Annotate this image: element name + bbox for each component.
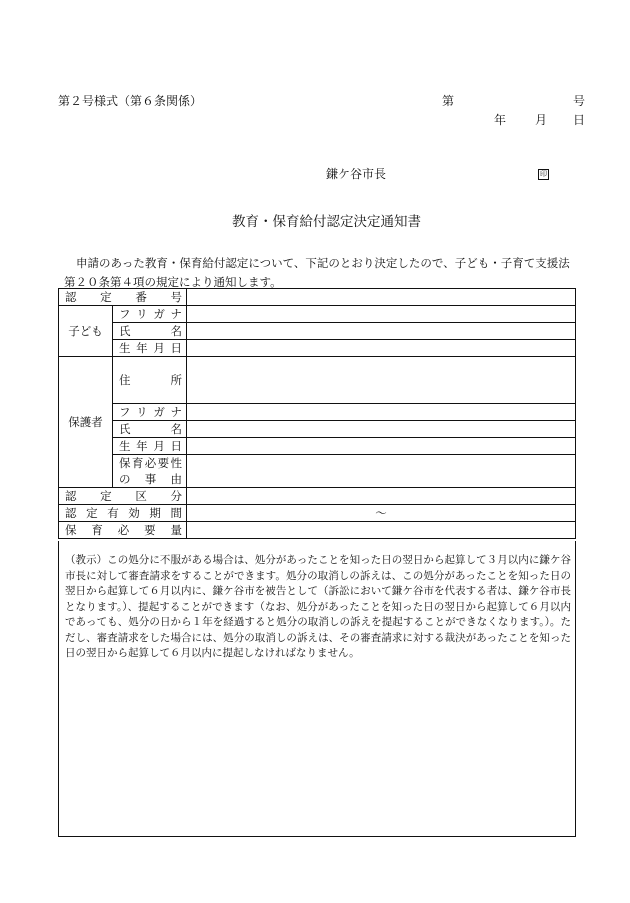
issuer: 鎌ケ谷市長 xyxy=(326,167,387,181)
label-reason-line2: の 事 由 xyxy=(119,472,182,486)
date-year: 年 xyxy=(494,113,507,127)
label-reason-line1: 保 育 必 要 性 xyxy=(119,456,182,470)
intro-text: 申請のあった教育・保育給付認定について、下記のとおり決定したので、子ども・子育て支援法第２０条第４項の規定により通知します。 xyxy=(64,256,570,289)
label-category: 認 定 区 分 xyxy=(65,489,182,503)
value-guardian-birth[interactable] xyxy=(187,438,576,455)
date-month: 月 xyxy=(535,113,548,127)
label-cert-no: 認 定 番 号 xyxy=(65,290,182,304)
value-child-name[interactable] xyxy=(187,323,576,340)
label-child-birth: 生 年 月 日 xyxy=(119,341,182,355)
value-category[interactable] xyxy=(187,488,576,505)
document-title: 教育・保育給付認定決定通知書 xyxy=(232,214,421,230)
value-child-birth[interactable] xyxy=(187,340,576,357)
value-guardian-name[interactable] xyxy=(187,421,576,438)
label-child-furigana: フ リ ガ ナ xyxy=(119,307,182,321)
label-child-name: 氏 名 xyxy=(119,324,182,338)
value-amount[interactable] xyxy=(187,522,576,539)
group-child: 子ども xyxy=(59,306,113,357)
notice-box xyxy=(58,541,576,837)
label-guardian-birth: 生 年 月 日 xyxy=(119,439,182,453)
seal-mark: 印 xyxy=(540,170,547,178)
value-address[interactable] xyxy=(187,357,576,404)
form-number: 第２号様式（第６条関係） xyxy=(58,94,203,108)
label-amount: 保 育 必 要 量 xyxy=(65,523,182,537)
doc-number-suffix: 号 xyxy=(573,94,586,108)
value-child-furigana[interactable] xyxy=(187,306,576,323)
group-guardian: 保護者 xyxy=(59,357,113,488)
value-cert-no[interactable] xyxy=(187,289,576,306)
doc-number-prefix: 第 xyxy=(442,94,455,108)
date-day: 日 xyxy=(573,113,586,127)
label-address: 住 所 xyxy=(119,373,182,387)
label-guardian-name: 氏 名 xyxy=(119,422,182,436)
certification-table xyxy=(58,288,576,539)
value-period[interactable] xyxy=(187,505,576,522)
notice-text: （教示）この処分に不服がある場合は、処分があったことを知った日の翌日から起算して３月以内に鎌ケ谷市長に対して審査請求をすることができます。処分の取消しの訴えは、この処分があったことを知った日の翌日から起算して６月以内に、鎌ケ谷市を被告として（訴訟において鎌ケ谷市を代表する者は、鎌ケ谷市長となります。）、提起することができます（なお、処分があったことを知った日の翌日から起算して６月以内であっても、処分の日から１年を経過すると処分の取消しの訴えを提起することができなくなります。）。ただし、審査請求をした場合には、処分の取消しの訴えは、その審査請求に対する裁決があったことを知った日の翌日から起算して６月以内に提起しなければなりません。 xyxy=(65,554,571,659)
value-reason[interactable] xyxy=(187,455,576,488)
label-guardian-furigana: フ リ ガ ナ xyxy=(119,405,182,419)
label-period: 認 定 有 効 期 間 xyxy=(65,506,182,520)
period-separator: ～ xyxy=(375,506,387,520)
value-guardian-furigana[interactable] xyxy=(187,404,576,421)
